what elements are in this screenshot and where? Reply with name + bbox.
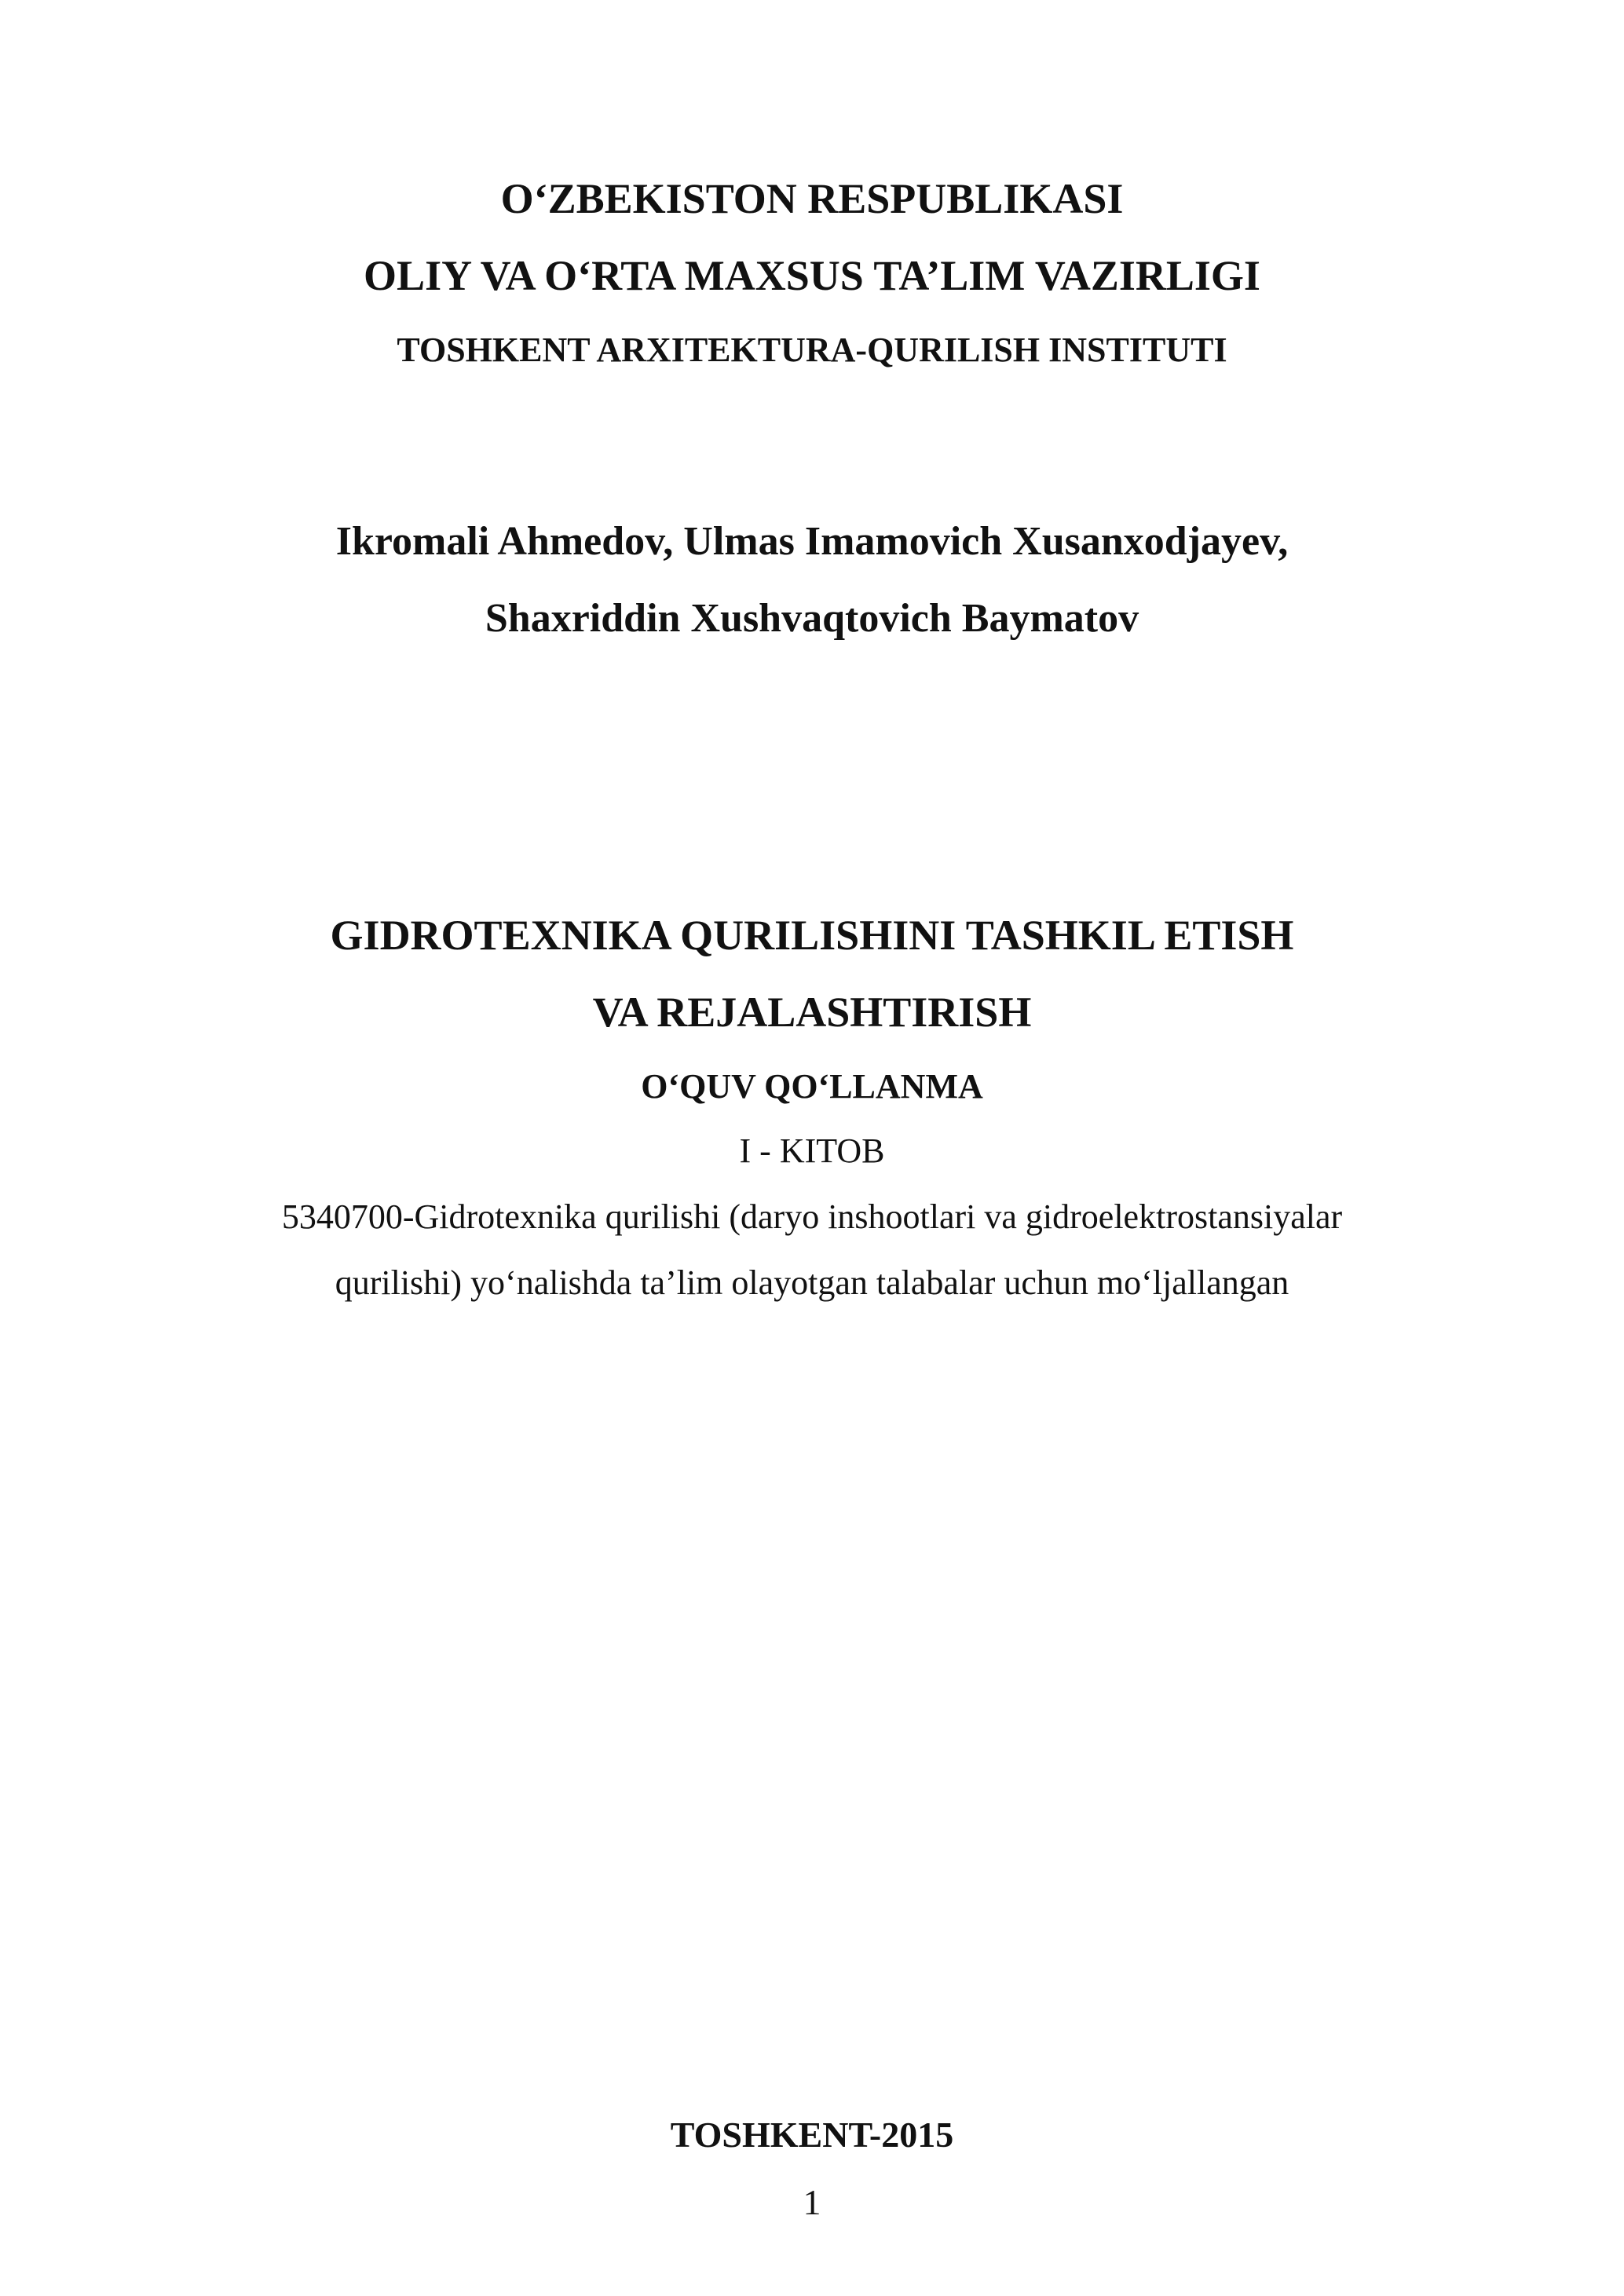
- institute-name: TOSHKENT ARXITEKTURA-QURILISH INSTITUTI: [397, 331, 1227, 369]
- description-line-2: qurilishi) yo‘nalishda ta’lim olayotgan talabalar uchun mo‘ljallangan: [335, 1263, 1289, 1302]
- republic-name: O‘ZBEKISTON RESPUBLIKASI: [500, 175, 1124, 222]
- description-line-1: 5340700-Gidrotexnika qurilishi (daryo inshootlari va gidroelektrostansiyalar: [281, 1197, 1343, 1236]
- book-title-line-2: VA REJALASHTIRISH: [592, 989, 1032, 1036]
- book-title-line-1: GIDROTEXNIKA QURILISHINI TASHKIL ETISH: [330, 912, 1294, 959]
- publication-type: O‘QUV QO‘LLANMA: [641, 1067, 983, 1106]
- page-number: 1: [803, 2182, 821, 2222]
- city-year: TOSHKENT-2015: [670, 2115, 954, 2155]
- authors-line-2: Shaxriddin Xushvaqtovich Baymatov: [485, 596, 1139, 641]
- volume-label: I - KITOB: [739, 1132, 885, 1170]
- ministry-name: OLIY VA O‘RTA MAXSUS TA’LIM VAZIRLIGI: [364, 252, 1260, 299]
- authors-line-1: Ikromali Ahmedov, Ulmas Imamovich Xusanxodjayev,: [335, 519, 1289, 564]
